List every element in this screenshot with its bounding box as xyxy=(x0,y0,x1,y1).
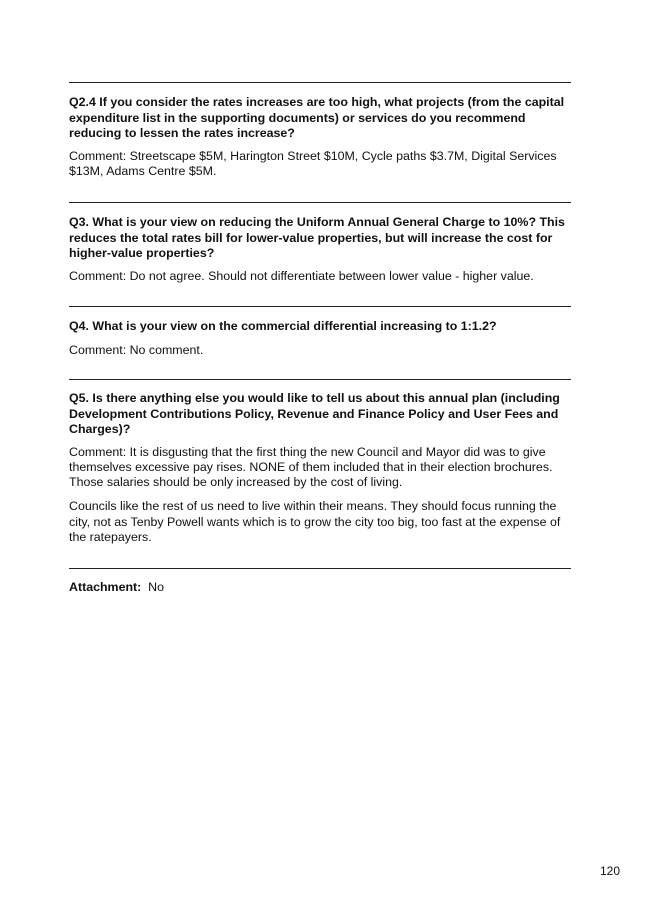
section-divider xyxy=(69,568,571,569)
question-q4: Q4. What is your view on the commercial differential increasing to 1:1.2? xyxy=(69,319,497,334)
section-divider xyxy=(69,379,571,380)
comment-q2-4: Comment: Streetscape $5M, Harington Street $10M, Cycle paths $3.7M, Digital Services $13M, Adams Centre $5M. xyxy=(69,148,557,178)
question-q2-4: Q2.4 If you consider the rates increases are too high, what projects (from the capital expenditure list in the supporting documents) or services do you recommend reducing to lessen the rates increase? xyxy=(69,95,565,141)
comment-q5: Comment: It is disgusting that the first thing the new Council and Mayor did was to give themselves excessive pay rises. NONE of them included that in their election brochures. Those salaries should be only increased by the cost of living. xyxy=(69,444,553,490)
comment-q5-continued: Councils like the rest of us need to live within their means. They should focus running the city, not as Tenby Powell wants which is to grow the city too big, too fast at the expense of the ratepayers. xyxy=(69,499,561,544)
attachment-label: Attachment: xyxy=(69,579,142,594)
question-q5: Q5. Is there anything else you would like to tell us about this annual plan (including Development Contributions Policy, Revenue and Finance Policy and User Fees and Charges)? xyxy=(69,390,560,437)
page-number: 120 xyxy=(599,864,620,878)
question-q3: Q3. What is your view on reducing the Uniform Annual General Charge to 10%? This reduces the total rates bill for lower-value properties, but will increase the cost for higher-value properties? xyxy=(69,215,565,261)
submission-content xyxy=(69,82,571,595)
section-divider xyxy=(69,306,571,307)
section-divider xyxy=(69,202,571,203)
attachment-line xyxy=(69,580,571,595)
attachment-value: No xyxy=(148,579,165,594)
comment-q4: Comment: No comment. xyxy=(69,342,204,357)
comment-q3: Comment: Do not agree. Should not differentiate between lower value - higher value. xyxy=(69,268,534,283)
section-divider xyxy=(69,82,571,83)
